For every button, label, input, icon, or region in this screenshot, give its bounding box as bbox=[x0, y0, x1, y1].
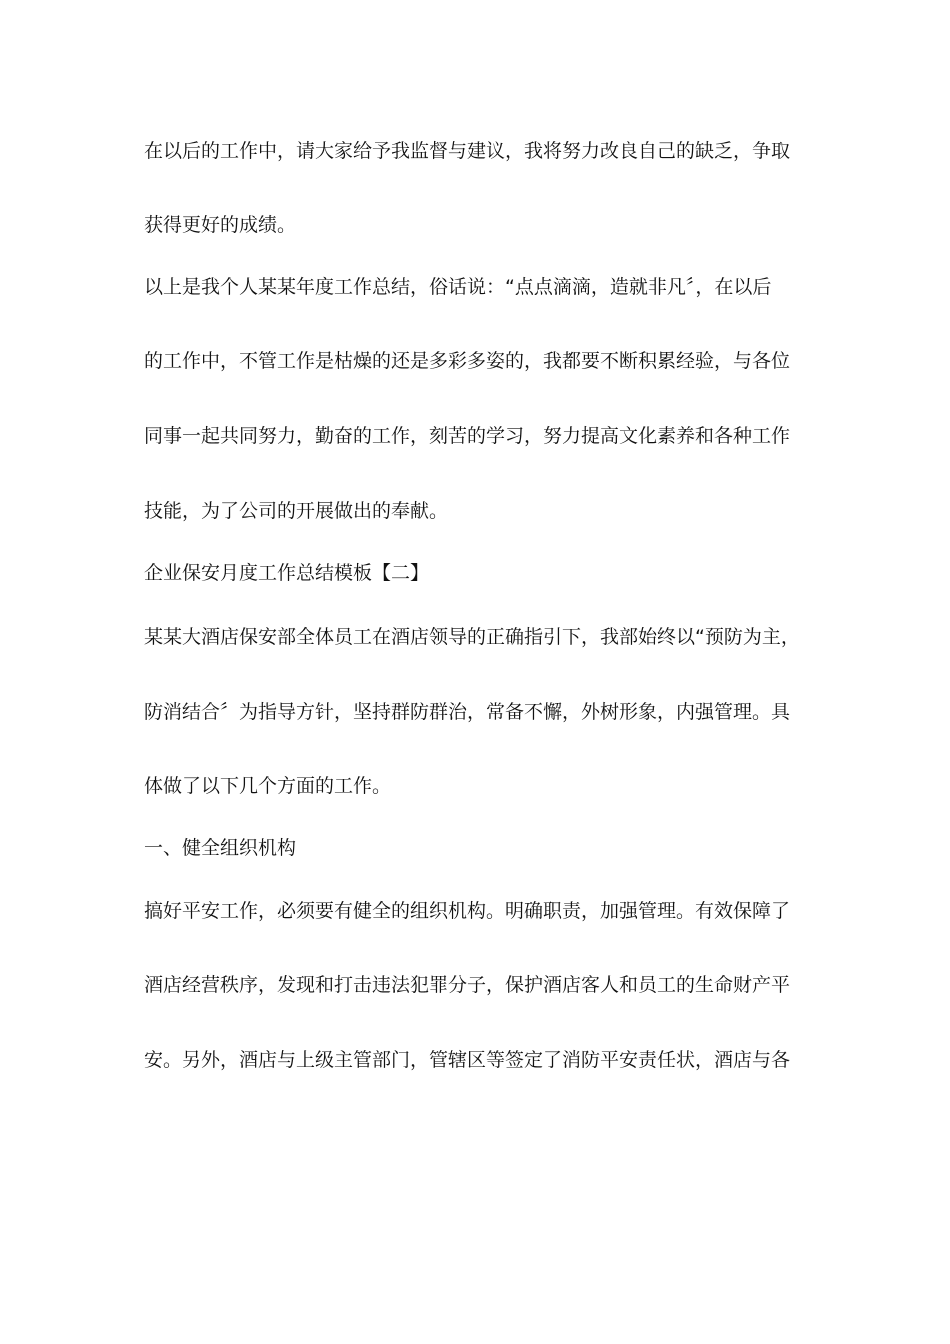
subsection-heading: 一、健全组织机构 bbox=[144, 837, 297, 859]
paragraph-line: 获得更好的成绩。 bbox=[144, 214, 297, 236]
paragraph-line: 在以后的工作中，请大家给予我监督与建议，我将努力改良自己的缺乏，争取 bbox=[144, 140, 791, 162]
paragraph-line: 体做了以下几个方面的工作。 bbox=[144, 775, 392, 797]
paragraph-line: 技能，为了公司的开展做出的奉献。 bbox=[144, 500, 449, 522]
paragraph-line: 以上是我个人某某年度工作总结，俗话说：“点点滴滴，造就非凡〞，在以后 bbox=[144, 276, 772, 298]
paragraph-line: 某某大酒店保安部全体员工在酒店领导的正确指引下，我部始终以“预防为主， bbox=[144, 626, 800, 648]
paragraph-line: 安。另外，酒店与上级主管部门，管辖区等签定了消防平安责任状，酒店与各 bbox=[144, 1049, 791, 1071]
paragraph-line: 酒店经营秩序，发现和打击违法犯罪分子，保护酒店客人和员工的生命财产平 bbox=[144, 974, 791, 996]
paragraph-line: 搞好平安工作，必须要有健全的组织机构。明确职责，加强管理。有效保障了 bbox=[144, 900, 791, 922]
paragraph-line: 的工作中，不管工作是枯燥的还是多彩多姿的，我都要不断积累经验，与各位 bbox=[144, 350, 791, 372]
section-heading: 企业保安月度工作总结模板【二】 bbox=[144, 562, 430, 584]
paragraph-line: 同事一起共同努力，勤奋的工作，刻苦的学习，努力提高文化素养和各种工作 bbox=[144, 425, 791, 447]
paragraph-line: 防消结合〞为指导方针，坚持群防群治，常备不懈，外树形象，内强管理。具 bbox=[144, 701, 791, 723]
